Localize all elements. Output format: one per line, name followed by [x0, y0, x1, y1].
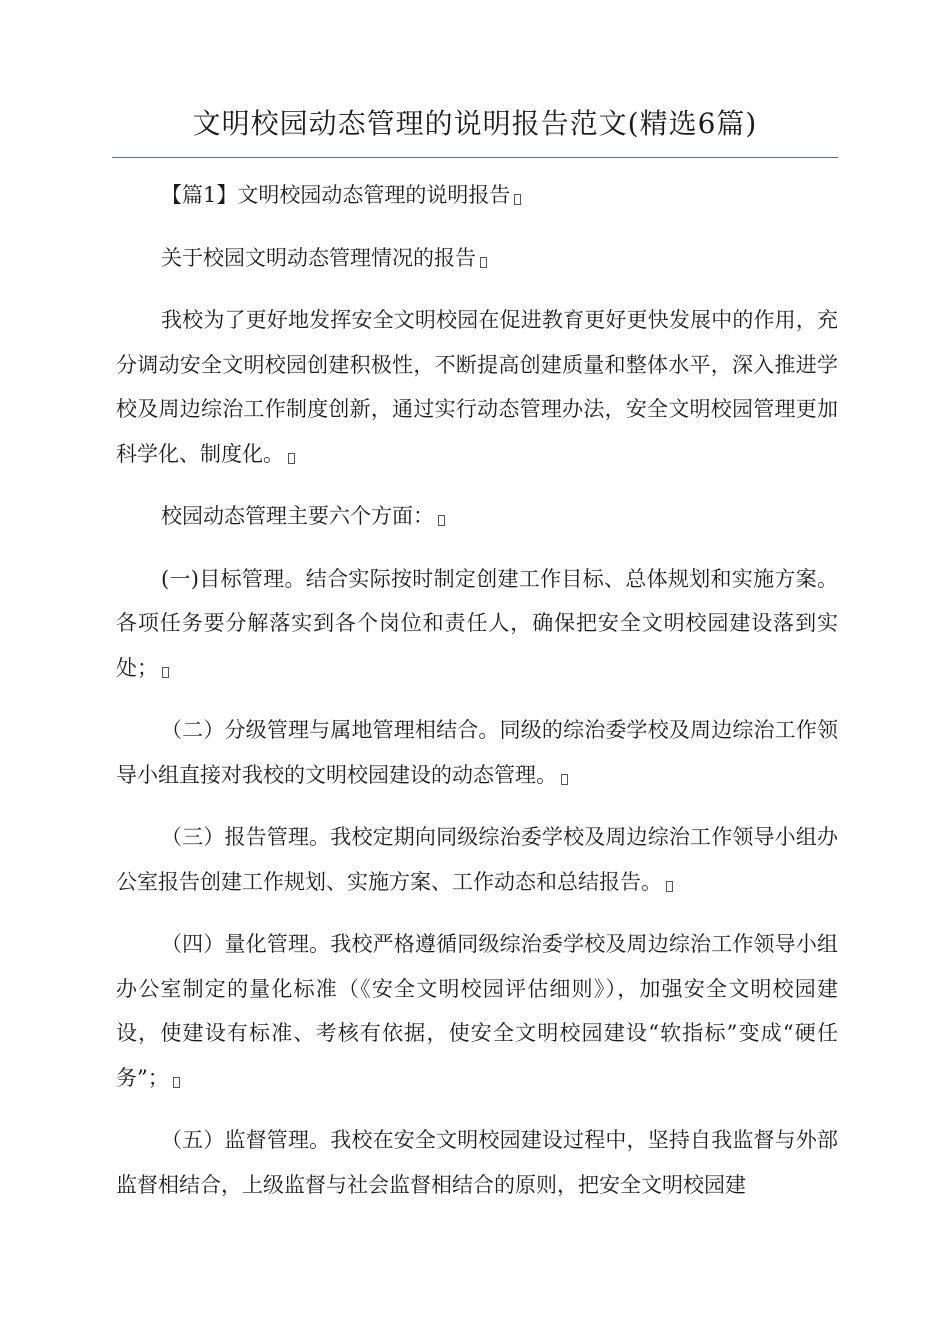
paragraph-aspects-heading	[116, 494, 838, 539]
paragraph-item-3	[116, 815, 838, 904]
paragraph-item-2	[116, 708, 838, 797]
paragraph-text: (一)目标管理。结合实际按时制定创建工作目标、总体规划和实施方案。各项任务要分解落实到各个岗位和责任人，确保把安全文明校园建设落到实处；	[116, 566, 838, 680]
paragraph-text: 关于校园文明动态管理情况的报告	[161, 245, 476, 270]
paragraph-mark-icon	[173, 1077, 180, 1088]
paragraph-report-title	[116, 236, 838, 281]
title-divider	[112, 157, 838, 158]
document-body	[116, 173, 838, 1225]
paragraph-item-4	[116, 922, 838, 1100]
paragraph-text: 校园动态管理主要六个方面：	[161, 504, 434, 528]
paragraph-text: 我校为了更好地发挥安全文明校园在促进教育更好更快发展中的作用，充分调动安全文明校园创建积极性，不断提高创建质量和整体水平，深入推进学校及周边综治工作制度创新，通过实行动态管理办法，安全文明校园管理更加科学化、制度化。	[116, 308, 838, 466]
paragraph-mark-icon	[514, 194, 521, 205]
paragraph-mark-icon	[666, 881, 673, 892]
paragraph-text: 【篇1】文明校园动态管理的说明报告	[161, 183, 511, 207]
paragraph-item-1	[116, 557, 838, 691]
paragraph-mark-icon	[288, 453, 295, 464]
paragraph-mark-icon	[438, 515, 445, 526]
paragraph-intro	[116, 298, 838, 476]
paragraph-text: （四）量化管理。我校严格遵循同级综治委学校及周边综治工作领导小组办公室制定的量化标准（《安全文明校园评估细则》），加强安全文明校园建设，使建设有标准、考核有依据，使安全文明校园建设“软指标”变成“硬任务”；	[116, 932, 838, 1090]
document-title: 文明校园动态管理的说明报告范文(精选6篇)	[192, 107, 758, 140]
paragraph-mark-icon	[480, 257, 487, 268]
paragraph-text: （二）分级管理与属地管理相结合。同级的综治委学校及周边综治工作领导小组直接对我校的文明校园建设的动态管理。	[116, 718, 838, 787]
paragraph-text: （三）报告管理。我校定期向同级综治委学校及周边综治工作领导小组办公室报告创建工作规划、实施方案、工作动态和总结报告。	[116, 825, 838, 894]
paragraph-text: （五）监督管理。我校在安全文明校园建设过程中，坚持自我监督与外部监督相结合，上级监督与社会监督相结合的原则，把安全文明校园建	[116, 1128, 838, 1197]
paragraph-mark-icon	[561, 774, 568, 785]
paragraph-item-5	[116, 1118, 838, 1207]
paragraph-mark-icon	[162, 667, 169, 678]
paragraph-section-heading	[116, 173, 838, 218]
